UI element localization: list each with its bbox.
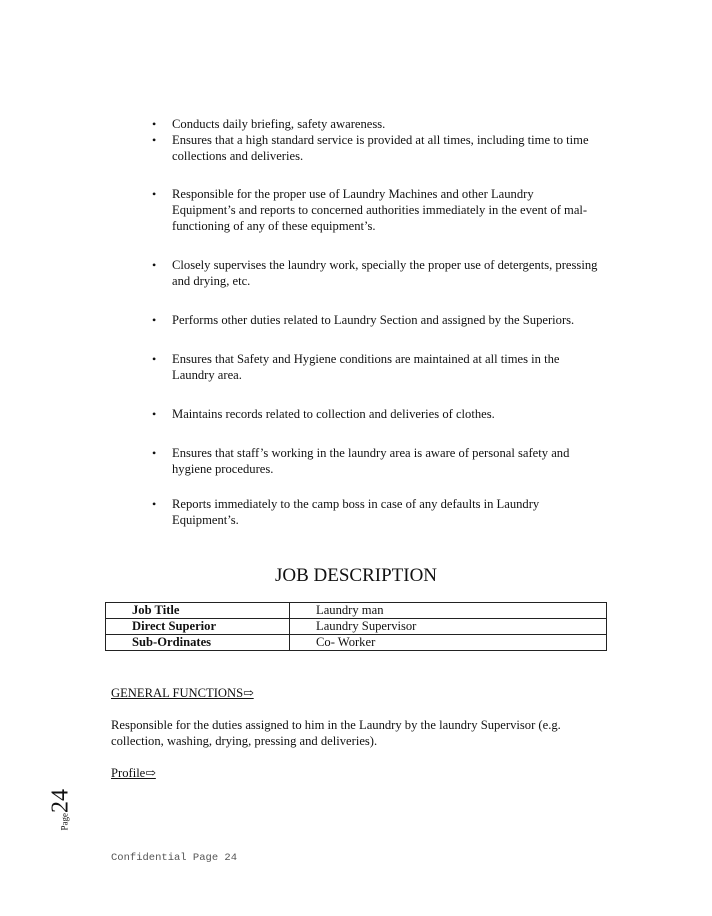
footer-text: Confidential Page 24 [111,852,238,864]
sub-ordinates-value: Co- Worker [290,635,607,651]
table-row [106,635,607,651]
job-title-label: Job Title [106,603,290,619]
duty-item: • Responsible for the proper use of Laundry Machines and other Laundry Equipment’s and reports to concerned authorities immediately in the event of mal-functioning of any of these equipment’s. [150,186,600,234]
page-marker-word: Page [59,813,70,831]
page-marker-number: 24 [47,789,74,813]
table-row [106,603,607,619]
duty-item: • Ensures that Safety and Hygiene conditions are maintained at all times in the Laundry area. [150,351,600,383]
duties-list [150,116,600,528]
job-title-value: Laundry man [290,603,607,619]
duty-item: • Closely supervises the laundry work, specially the proper use of detergents, pressing and drying, etc. [150,257,600,289]
duty-item: • Reports immediately to the camp boss in case of any defaults in Laundry Equipment’s. [150,496,600,528]
page-number-marker [46,770,76,831]
duty-item: • Performs other duties related to Laundry Section and assigned by the Superiors. [150,312,600,328]
direct-superior-label: Direct Superior [106,619,290,635]
general-functions-link[interactable]: GENERAL FUNCTIONS⇨ [111,686,254,700]
sub-ordinates-label: Sub-Ordinates [106,635,290,651]
general-functions-text: Responsible for the duties assigned to him in the Laundry by the laundry Supervisor (e.g. collection, washing, drying, pressing and deliveries). [111,718,561,748]
duty-item: • Ensures that a high standard service is provided at all times, including time to time collections and deliveries. [150,132,600,164]
job-description-heading: JOB DESCRIPTION [274,565,438,586]
direct-superior-value: Laundry Supervisor [290,619,607,635]
duty-item: • Conducts daily briefing, safety awareness. [150,116,600,132]
duty-item: • Maintains records related to collection and deliveries of clothes. [150,406,600,422]
table-row [106,619,607,635]
duty-item: • Ensures that staff’s working in the laundry area is aware of personal safety and hygiene procedures. [150,445,600,477]
job-description-table [105,602,607,651]
profile-link[interactable]: Profile⇨ [111,766,156,780]
